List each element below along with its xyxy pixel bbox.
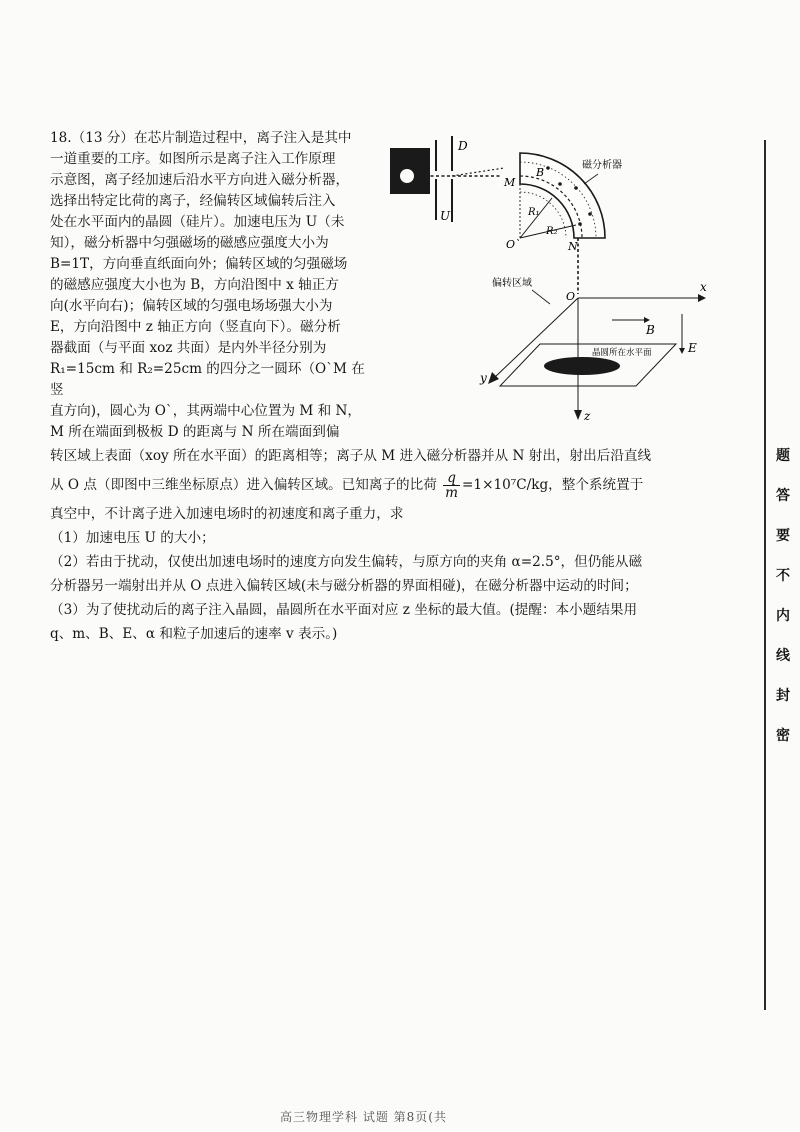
e-field-arrowhead <box>679 348 685 354</box>
question-number: 18.（13 分） <box>50 130 135 146</box>
sub-question-3: （3）为了使扰动后的离子注入晶圆，晶圆所在水平面对应 z 坐标的最大值。(提醒：本小题结果用 <box>50 602 638 618</box>
deflection-region-label: 偏转区域 <box>492 278 532 289</box>
question-line: R₁=15cm 和 R₂=25cm 的四分之一圆环（O`M 在竖 <box>50 361 365 398</box>
question-line: 处在水平面内的晶圆（硅片）。加速电压为 U（未 <box>50 214 345 230</box>
label-o-prime: O` <box>506 238 521 251</box>
label-z: z <box>584 409 591 423</box>
question-line: 转区域上表面（xoy 所在水平面）的距离相等；离子从 M 进入磁分析器并从 N 射出，射出后沿直线 <box>50 448 652 464</box>
question-line: 直方向)，圆心为 O`，其两端中心位置为 M 和 N， <box>50 403 362 419</box>
analyzer-label: 磁分析器 <box>582 160 622 171</box>
label-r1: R₁ <box>528 207 540 218</box>
label-x: x <box>700 280 707 294</box>
question-intro <box>50 128 375 443</box>
question-line: 一道重要的工序。如图所示是离子注入工作原理 <box>50 151 336 167</box>
x-axis-arrow <box>698 294 706 302</box>
label-b-field: B <box>646 323 655 337</box>
label-b-analyzer: B <box>536 166 545 179</box>
question-line: B=1T，方向垂直纸面向外；偏转区域的匀强磁场 <box>50 256 348 272</box>
wafer <box>544 357 620 375</box>
label-o: O <box>566 290 576 303</box>
analyzer-callout <box>584 174 598 184</box>
charge-mass-ratio: $\frac{q}{m}$ <box>445 470 459 501</box>
ion-source-aperture <box>400 169 414 183</box>
question-line: 知），磁分析器中匀强磁场的磁感应强度大小为 <box>50 235 329 251</box>
seal-line-notice: 题 答 要 不 内 线 封 密 <box>776 448 790 744</box>
sub-question-2-cont: 分析器另一端射出并从 O 点进入偏转区域(未与磁分析器的界面相碰)，在磁分析器中运动的时间； <box>50 578 638 594</box>
binding-line <box>764 140 766 1010</box>
label-d: D <box>458 139 468 153</box>
label-n: N <box>568 240 578 253</box>
sub-question-2: （2）若由于扰动，仅使出加速电场时的速度方向发生偏转，与原方向的夹角 α=2.5°，但仍能从磁 <box>50 554 643 570</box>
field-dot <box>574 186 578 190</box>
question-line: 的磁感应强度大小也为 B，方向沿图中 x 轴正方 <box>50 277 339 293</box>
question-line: 向(水平向右)；偏转区域的匀强电场场强大小为 <box>50 298 333 314</box>
question-line: 器截面（与平面 xoz 共面）是内外半径分别为 <box>50 340 327 356</box>
beam-path-deflected <box>452 168 504 176</box>
ion-implantation-diagram <box>380 128 720 428</box>
question-line: 真空中，不计离子进入加速电场时的初速度和离子重力，求 <box>50 506 404 522</box>
field-dot <box>588 212 592 216</box>
label-u: U <box>440 209 451 223</box>
question-body <box>50 444 728 646</box>
wafer-plane-label: 晶圆所在水平面 <box>592 348 652 358</box>
label-r2: R₂ <box>546 226 558 237</box>
question-line: 18.（13 分）在芯片制造过程中，离子注入是其中 <box>50 130 352 146</box>
z-axis-arrow <box>574 410 582 420</box>
y-axis-arrow <box>488 372 499 384</box>
question-line: M 所在端面到极板 D 的距离与 N 所在端面到偏 <box>50 424 340 440</box>
sub-question-3-cont: q、m、B、E、α 和粒子加速后的速率 v 表示。) <box>50 626 338 642</box>
question-line: E，方向沿图中 z 轴正方向（竖直向下）。磁分析 <box>50 319 341 335</box>
question-line: 从 O 点（即图中三维坐标原点）进入偏转区域。已知离子的比荷 $\frac{q}{m}$ =1×10⁷C/kg，整个系统置于 <box>50 470 644 501</box>
page-footer: 高三物理学科 试题 第8页(共 <box>280 1110 447 1124</box>
field-dot <box>546 166 550 170</box>
plate-gap <box>433 171 455 179</box>
question-line: 示意图，离子经加速后沿水平方向进入磁分析器， <box>50 172 350 188</box>
label-e-field: E <box>688 341 697 355</box>
sub-question-1: （1）加速电压 U 的大小； <box>50 530 215 546</box>
label-m: M <box>504 176 516 189</box>
field-dot <box>558 182 562 186</box>
question-line: 选择出特定比荷的离子，经偏转区域偏转后注入 <box>50 193 336 209</box>
field-dot <box>578 222 582 226</box>
deflection-callout <box>532 290 550 304</box>
label-y: y <box>480 371 487 385</box>
